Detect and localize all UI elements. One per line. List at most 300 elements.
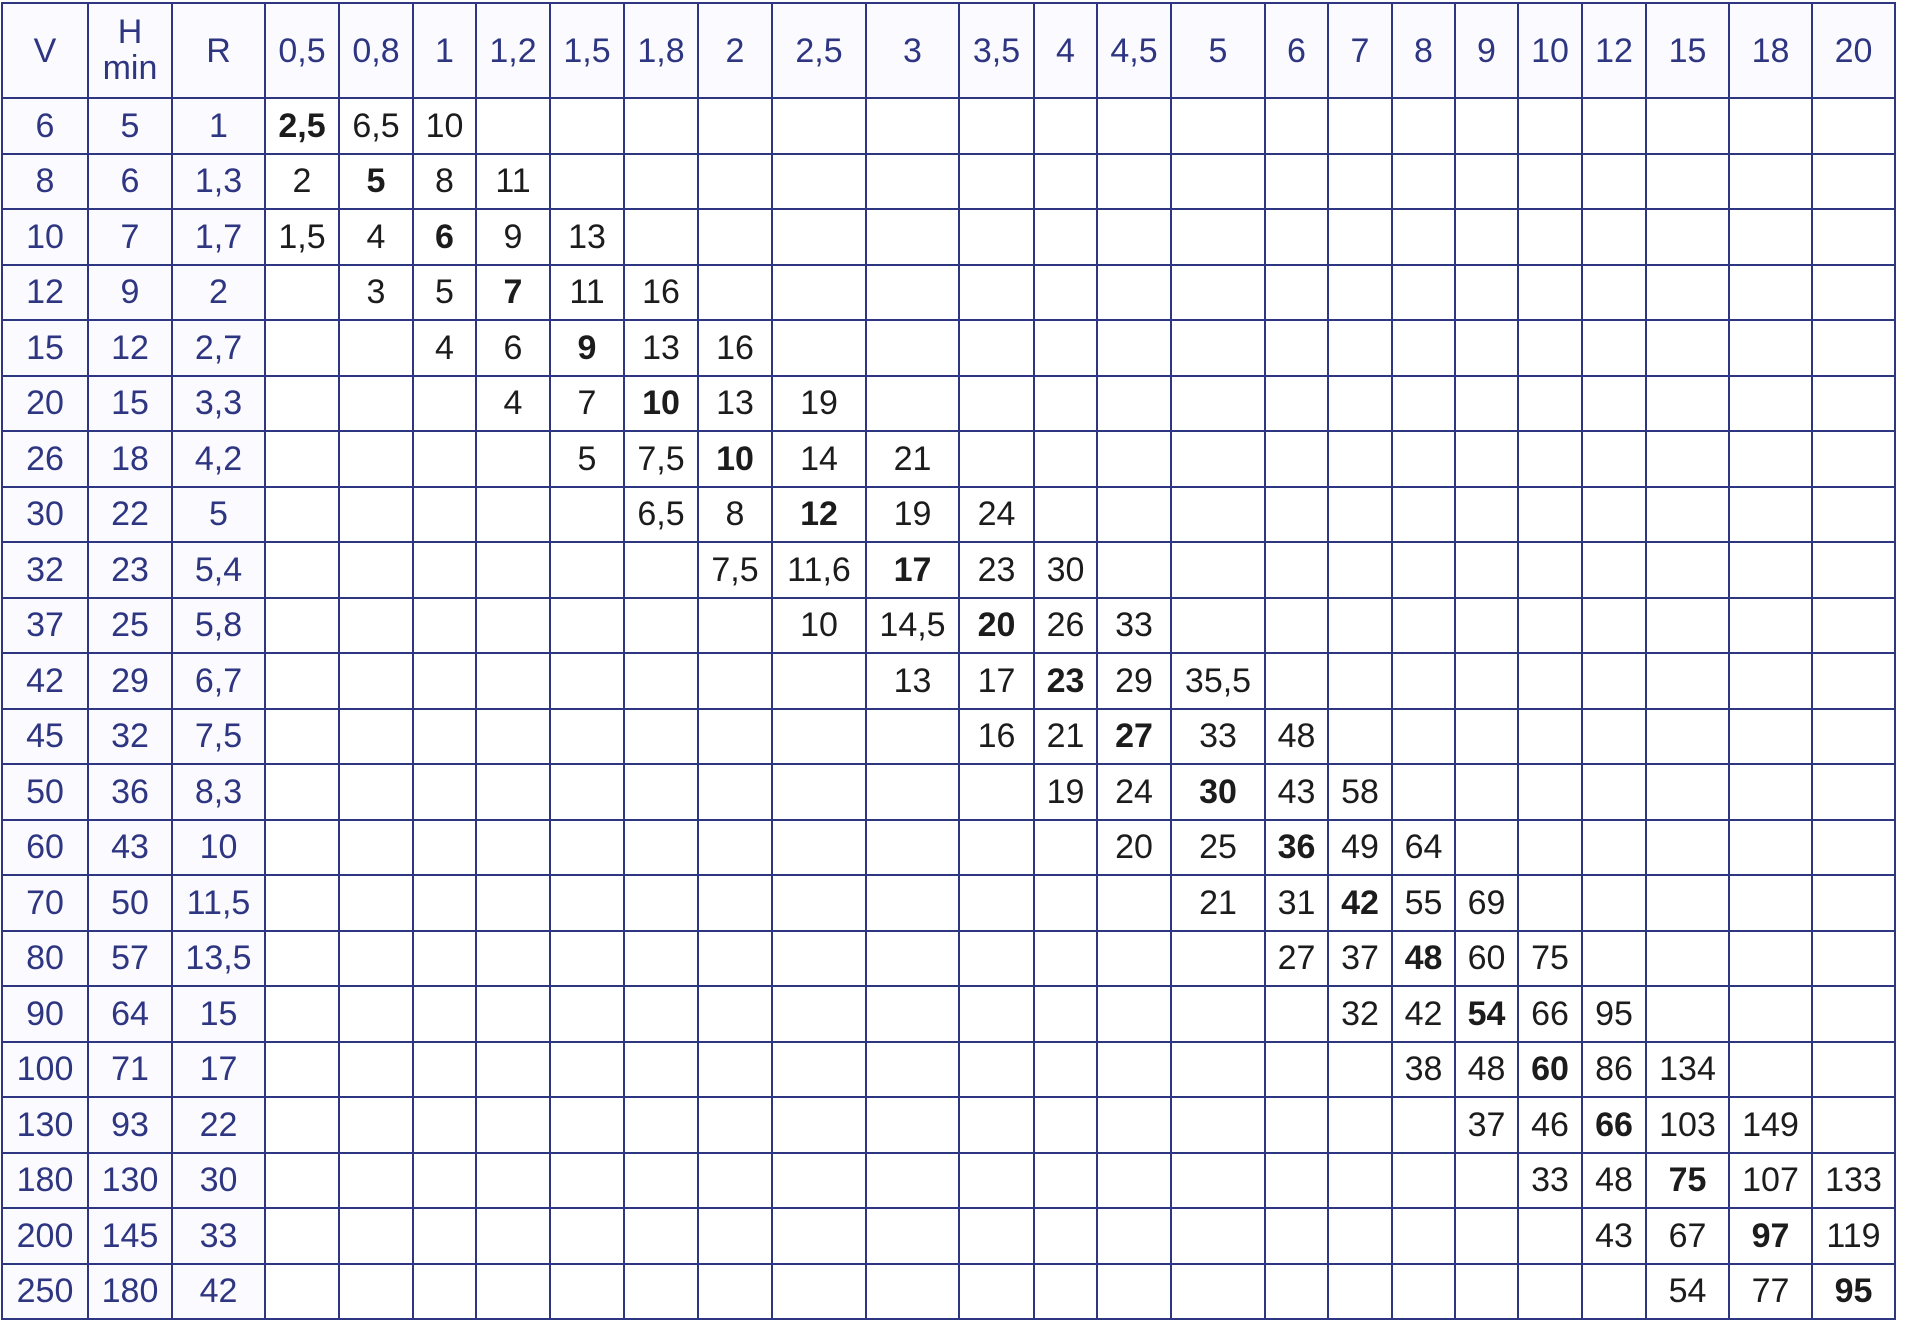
cell-value: 29 — [1097, 653, 1171, 709]
cell-value — [959, 1042, 1034, 1098]
cell-value — [698, 1208, 772, 1264]
cell-value — [1812, 1097, 1895, 1153]
cell-value — [866, 875, 959, 931]
cell-value — [550, 1153, 624, 1209]
cell-value — [1097, 487, 1171, 543]
cell-value — [772, 265, 866, 321]
cell-value — [413, 931, 476, 987]
cell-value — [1455, 542, 1518, 598]
cell-value — [550, 709, 624, 765]
cell-value — [1518, 209, 1582, 265]
cell-value: 6,5 — [624, 487, 698, 543]
cell-value — [1518, 154, 1582, 210]
cell-value: 4 — [476, 376, 550, 432]
cell-value — [959, 209, 1034, 265]
cell-value — [413, 1153, 476, 1209]
cell-value — [1729, 320, 1812, 376]
cell-value — [1034, 265, 1097, 321]
cell-value — [476, 1208, 550, 1264]
cell-value — [698, 598, 772, 654]
cell-value — [1518, 653, 1582, 709]
cell-v: 6 — [2, 98, 88, 154]
cell-value — [1171, 542, 1265, 598]
cell-r: 5 — [172, 487, 265, 543]
cell-value — [698, 265, 772, 321]
cell-value — [413, 875, 476, 931]
cell-value: 119 — [1812, 1208, 1895, 1264]
cell-v: 200 — [2, 1208, 88, 1264]
cell-value — [1582, 265, 1646, 321]
cell-h-min: 6 — [88, 154, 172, 210]
cell-value — [1171, 986, 1265, 1042]
cell-value — [265, 820, 339, 876]
cell-value — [1328, 1097, 1392, 1153]
cell-value — [550, 764, 624, 820]
cell-value — [413, 986, 476, 1042]
header-thickness: 1,8 — [624, 3, 698, 98]
cell-h-min: 36 — [88, 764, 172, 820]
header-v: V — [2, 3, 88, 98]
cell-value — [1455, 209, 1518, 265]
cell-value — [1265, 1264, 1328, 1320]
cell-value — [339, 1042, 413, 1098]
cell-v: 180 — [2, 1153, 88, 1209]
cell-value — [1812, 653, 1895, 709]
cell-value — [772, 931, 866, 987]
cell-value: 42 — [1392, 986, 1455, 1042]
cell-value — [698, 209, 772, 265]
table-row — [2, 986, 1895, 1042]
cell-value — [1812, 98, 1895, 154]
cell-value: 11 — [550, 265, 624, 321]
table-row — [2, 1042, 1895, 1098]
cell-value — [959, 931, 1034, 987]
header-thickness: 1,5 — [550, 3, 624, 98]
cell-value-recommended: 20 — [959, 598, 1034, 654]
cell-value — [1729, 931, 1812, 987]
cell-value — [476, 709, 550, 765]
cell-value: 33 — [1518, 1153, 1582, 1209]
cell-value — [1328, 320, 1392, 376]
cell-value — [1328, 1153, 1392, 1209]
cell-value: 86 — [1582, 1042, 1646, 1098]
cell-value — [1646, 986, 1729, 1042]
cell-value — [1392, 487, 1455, 543]
cell-value — [265, 1042, 339, 1098]
cell-value — [772, 320, 866, 376]
cell-value: 24 — [959, 487, 1034, 543]
cell-value — [265, 709, 339, 765]
cell-value — [1455, 376, 1518, 432]
cell-value — [698, 1097, 772, 1153]
cell-value — [413, 1208, 476, 1264]
cell-value — [1097, 431, 1171, 487]
cell-value — [1582, 154, 1646, 210]
cell-value — [1455, 1264, 1518, 1320]
cell-value — [866, 709, 959, 765]
cell-value: 66 — [1518, 986, 1582, 1042]
cell-value — [550, 154, 624, 210]
header-h-line2: min — [102, 48, 158, 87]
cell-value — [339, 1208, 413, 1264]
cell-value — [698, 875, 772, 931]
cell-value — [1455, 1153, 1518, 1209]
cell-value — [265, 931, 339, 987]
cell-value — [413, 709, 476, 765]
cell-value — [1265, 320, 1328, 376]
cell-value — [772, 709, 866, 765]
cell-r: 6,7 — [172, 653, 265, 709]
cell-value — [1392, 1208, 1455, 1264]
cell-h-min: 43 — [88, 820, 172, 876]
cell-value: 77 — [1729, 1264, 1812, 1320]
cell-value — [1812, 709, 1895, 765]
cell-value — [959, 1208, 1034, 1264]
cell-value — [550, 653, 624, 709]
cell-value — [550, 598, 624, 654]
cell-value — [550, 98, 624, 154]
cell-value — [624, 986, 698, 1042]
cell-value — [959, 431, 1034, 487]
cell-value — [1455, 764, 1518, 820]
cell-value: 38 — [1392, 1042, 1455, 1098]
cell-value: 16 — [959, 709, 1034, 765]
cell-value: 55 — [1392, 875, 1455, 931]
cell-value — [1646, 154, 1729, 210]
cell-value-recommended: 12 — [772, 487, 866, 543]
cell-value: 64 — [1392, 820, 1455, 876]
cell-value — [1171, 154, 1265, 210]
cell-value — [265, 265, 339, 321]
cell-value — [866, 931, 959, 987]
cell-h-min: 22 — [88, 487, 172, 543]
cell-value — [1034, 1042, 1097, 1098]
cell-value — [1646, 709, 1729, 765]
cell-value — [413, 653, 476, 709]
cell-value — [1392, 1153, 1455, 1209]
cell-value — [698, 820, 772, 876]
cell-value — [413, 487, 476, 543]
cell-value — [698, 764, 772, 820]
cell-value — [698, 709, 772, 765]
cell-value — [1455, 265, 1518, 321]
cell-value — [624, 598, 698, 654]
cell-value — [624, 820, 698, 876]
cell-v: 50 — [2, 764, 88, 820]
cell-value — [476, 653, 550, 709]
cell-value — [1582, 1264, 1646, 1320]
cell-value — [476, 598, 550, 654]
cell-value — [624, 1153, 698, 1209]
table-row — [2, 98, 1895, 154]
cell-value — [339, 875, 413, 931]
header-thickness: 1,2 — [476, 3, 550, 98]
cell-value — [339, 1264, 413, 1320]
cell-value — [1034, 320, 1097, 376]
cell-value — [1328, 98, 1392, 154]
cell-value — [1646, 265, 1729, 321]
cell-value — [1392, 431, 1455, 487]
cell-value — [1729, 598, 1812, 654]
cell-value — [1328, 376, 1392, 432]
cell-value — [866, 1264, 959, 1320]
cell-h-min: 18 — [88, 431, 172, 487]
cell-value — [1097, 265, 1171, 321]
cell-value — [1518, 376, 1582, 432]
cell-value — [1097, 209, 1171, 265]
cell-value: 24 — [1097, 764, 1171, 820]
cell-value — [1812, 820, 1895, 876]
cell-value: 21 — [1034, 709, 1097, 765]
cell-value — [1171, 1153, 1265, 1209]
cell-r: 2,7 — [172, 320, 265, 376]
cell-value — [1646, 653, 1729, 709]
cell-value — [1582, 931, 1646, 987]
cell-value — [1097, 1042, 1171, 1098]
cell-value — [1729, 820, 1812, 876]
cell-h-min: 71 — [88, 1042, 172, 1098]
cell-value — [1328, 431, 1392, 487]
cell-h-min: 130 — [88, 1153, 172, 1209]
cell-value — [1455, 487, 1518, 543]
cell-h-min: 15 — [88, 376, 172, 432]
cell-value: 6,5 — [339, 98, 413, 154]
cell-value — [1171, 1042, 1265, 1098]
cell-value — [265, 1208, 339, 1264]
header-thickness: 18 — [1729, 3, 1812, 98]
table-row — [2, 598, 1895, 654]
cell-h-min: 145 — [88, 1208, 172, 1264]
table-row — [2, 265, 1895, 321]
cell-h-min: 57 — [88, 931, 172, 987]
cell-v: 8 — [2, 154, 88, 210]
cell-h-min: 93 — [88, 1097, 172, 1153]
cell-value — [1171, 931, 1265, 987]
cell-h-min: 23 — [88, 542, 172, 598]
cell-value — [1097, 1208, 1171, 1264]
cell-value — [265, 542, 339, 598]
cell-value — [772, 1097, 866, 1153]
cell-value — [1455, 1208, 1518, 1264]
cell-value — [1646, 320, 1729, 376]
header-thickness: 20 — [1812, 3, 1895, 98]
cell-value — [959, 320, 1034, 376]
cell-value — [413, 764, 476, 820]
cell-value — [624, 1042, 698, 1098]
cell-value — [550, 875, 624, 931]
cell-value — [1518, 764, 1582, 820]
cell-value — [476, 1042, 550, 1098]
cell-value — [1171, 431, 1265, 487]
cell-value — [1392, 376, 1455, 432]
cell-value — [550, 487, 624, 543]
cell-value-recommended: 2,5 — [265, 98, 339, 154]
cell-value: 17 — [959, 653, 1034, 709]
cell-value — [624, 154, 698, 210]
cell-value — [698, 154, 772, 210]
cell-value — [1729, 98, 1812, 154]
cell-value-recommended: 10 — [624, 376, 698, 432]
cell-value — [1729, 764, 1812, 820]
table-row — [2, 709, 1895, 765]
cell-value — [1812, 542, 1895, 598]
cell-value-recommended: 36 — [1265, 820, 1328, 876]
cell-r: 10 — [172, 820, 265, 876]
cell-r: 15 — [172, 986, 265, 1042]
cell-v: 20 — [2, 376, 88, 432]
header-thickness: 3,5 — [959, 3, 1034, 98]
cell-v: 32 — [2, 542, 88, 598]
cell-value — [1729, 376, 1812, 432]
cell-value — [1171, 265, 1265, 321]
cell-value — [1265, 598, 1328, 654]
cell-v: 80 — [2, 931, 88, 987]
cell-value — [1729, 1042, 1812, 1098]
cell-v: 42 — [2, 653, 88, 709]
cell-value — [624, 709, 698, 765]
cell-value — [1729, 265, 1812, 321]
cell-v: 10 — [2, 209, 88, 265]
cell-v: 130 — [2, 1097, 88, 1153]
cell-value — [772, 209, 866, 265]
cell-value — [698, 1042, 772, 1098]
table-row — [2, 1097, 1895, 1153]
cell-value — [1328, 154, 1392, 210]
cell-value — [476, 986, 550, 1042]
cell-v: 90 — [2, 986, 88, 1042]
cell-r: 1 — [172, 98, 265, 154]
header-thickness: 5 — [1171, 3, 1265, 98]
cell-value: 4 — [339, 209, 413, 265]
cell-value — [476, 764, 550, 820]
cell-h-min: 64 — [88, 986, 172, 1042]
cell-value — [1812, 487, 1895, 543]
cell-value — [624, 764, 698, 820]
cell-value — [1392, 764, 1455, 820]
cell-value — [339, 598, 413, 654]
cell-value — [550, 931, 624, 987]
cell-value — [1812, 431, 1895, 487]
header-thickness: 6 — [1265, 3, 1328, 98]
cell-value — [1392, 542, 1455, 598]
cell-value — [1034, 931, 1097, 987]
cell-value — [413, 1097, 476, 1153]
cell-r: 22 — [172, 1097, 265, 1153]
table-row — [2, 487, 1895, 543]
cell-value-recommended: 95 — [1812, 1264, 1895, 1320]
cell-value — [1582, 542, 1646, 598]
cell-value — [1455, 431, 1518, 487]
cell-value — [339, 931, 413, 987]
cell-value — [1392, 1264, 1455, 1320]
cell-value — [624, 931, 698, 987]
cell-value — [1328, 653, 1392, 709]
cell-value — [413, 542, 476, 598]
cell-value — [1729, 875, 1812, 931]
header-r: R — [172, 3, 265, 98]
cell-value — [265, 320, 339, 376]
cell-value — [772, 1208, 866, 1264]
cell-value-recommended: 5 — [339, 154, 413, 210]
cell-value — [772, 986, 866, 1042]
cell-value — [550, 1097, 624, 1153]
cell-value — [959, 1153, 1034, 1209]
cell-value — [413, 820, 476, 876]
cell-value — [476, 431, 550, 487]
cell-value — [1392, 598, 1455, 654]
cell-value — [1518, 98, 1582, 154]
cell-value — [265, 653, 339, 709]
cell-value — [698, 931, 772, 987]
cell-value — [1518, 709, 1582, 765]
cell-value — [476, 875, 550, 931]
cell-value — [1518, 1264, 1582, 1320]
cell-value — [265, 986, 339, 1042]
cell-value: 21 — [866, 431, 959, 487]
cell-value — [1097, 931, 1171, 987]
header-thickness: 12 — [1582, 3, 1646, 98]
cell-value — [1171, 1097, 1265, 1153]
cell-value — [1328, 209, 1392, 265]
cell-value: 37 — [1455, 1097, 1518, 1153]
cell-value — [866, 154, 959, 210]
cell-value-recommended: 23 — [1034, 653, 1097, 709]
cell-value — [1646, 431, 1729, 487]
cell-v: 15 — [2, 320, 88, 376]
cell-value: 19 — [1034, 764, 1097, 820]
cell-value: 8 — [698, 487, 772, 543]
cell-value — [698, 1153, 772, 1209]
cell-value — [1812, 209, 1895, 265]
cell-value — [476, 98, 550, 154]
cell-value: 8 — [413, 154, 476, 210]
cell-value — [1034, 487, 1097, 543]
cell-v: 250 — [2, 1264, 88, 1320]
cell-r: 2 — [172, 265, 265, 321]
cell-value — [624, 875, 698, 931]
cell-value — [866, 764, 959, 820]
cell-value-recommended: 6 — [413, 209, 476, 265]
cell-value: 27 — [1265, 931, 1328, 987]
cell-value: 16 — [698, 320, 772, 376]
cell-value — [959, 376, 1034, 432]
cell-r: 8,3 — [172, 764, 265, 820]
table-row — [2, 320, 1895, 376]
cell-value — [624, 1264, 698, 1320]
cell-value — [624, 542, 698, 598]
cell-value — [1812, 875, 1895, 931]
cell-value — [1265, 542, 1328, 598]
cell-value — [1582, 320, 1646, 376]
header-thickness: 4,5 — [1097, 3, 1171, 98]
cell-value: 69 — [1455, 875, 1518, 931]
cell-value — [476, 487, 550, 543]
cell-value: 31 — [1265, 875, 1328, 931]
cell-value — [624, 1208, 698, 1264]
header-thickness: 2 — [698, 3, 772, 98]
cell-value — [413, 431, 476, 487]
cell-value: 107 — [1729, 1153, 1812, 1209]
cell-value: 1,5 — [265, 209, 339, 265]
cell-value: 103 — [1646, 1097, 1729, 1153]
cell-value: 33 — [1097, 598, 1171, 654]
cell-value — [1034, 376, 1097, 432]
cell-value — [1328, 265, 1392, 321]
cell-value: 35,5 — [1171, 653, 1265, 709]
cell-value — [1034, 1153, 1097, 1209]
cell-value-recommended: 30 — [1171, 764, 1265, 820]
cell-value: 6 — [476, 320, 550, 376]
